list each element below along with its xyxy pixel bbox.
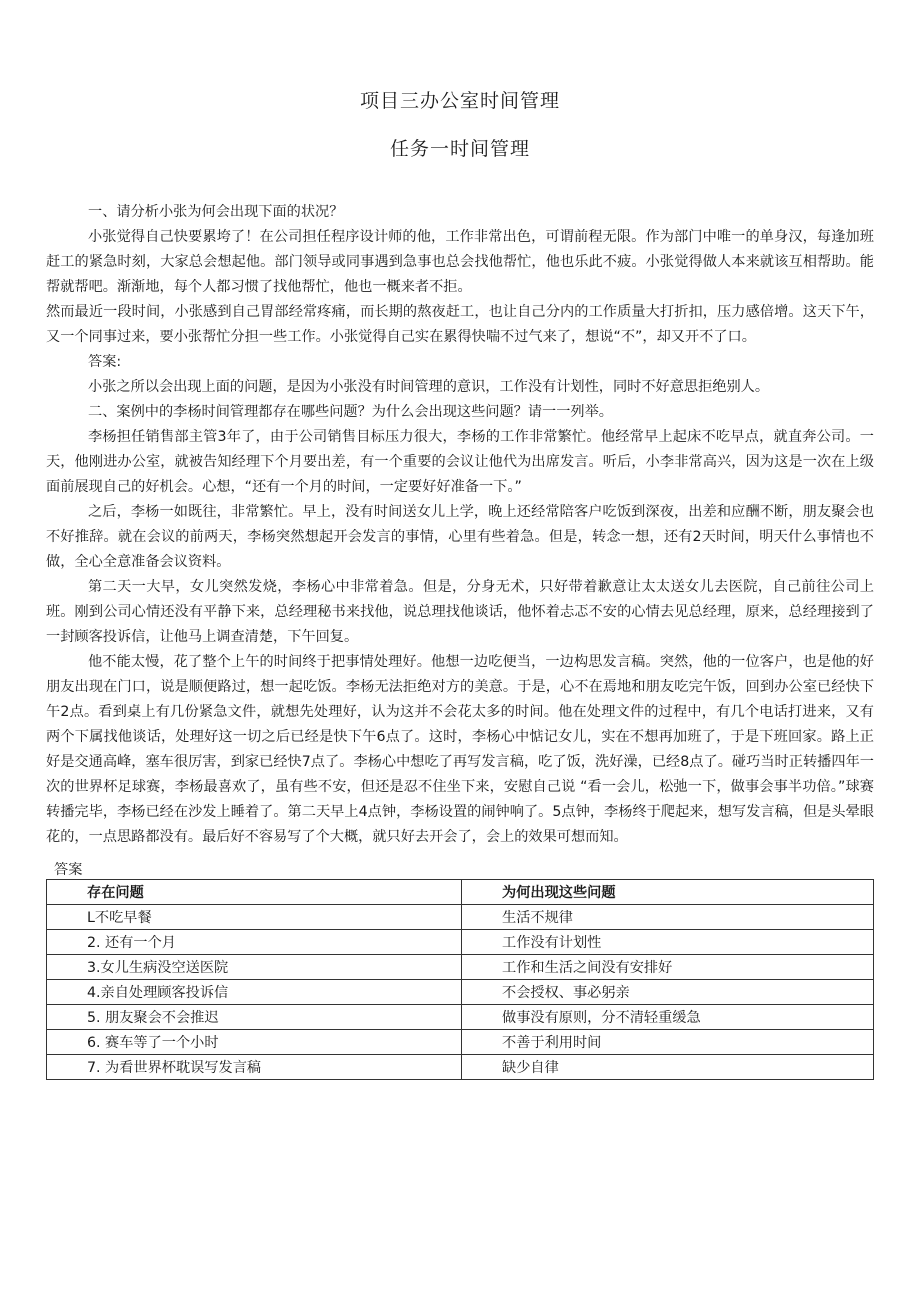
problem-cell: L不吃早餐	[47, 905, 462, 930]
problem-cell: 4.亲自处理顾客投诉信	[47, 980, 462, 1005]
table-row	[47, 1005, 874, 1030]
table-row	[47, 1030, 874, 1055]
case-2-paragraph-2: 之后，李杨一如既往，非常繁忙。早上，没有时间送女儿上学，晚上还经常陪客户吃饭到深夜，出差和应酬不断，朋友聚会也不好推辞。就在会议的前两天，李杨突然想起开会发言的事情，心里有些着急。但是，转念一想，还有2天时间，明天什么事情也不做，全心全意准备会议资料。	[46, 504, 874, 570]
table-row	[47, 955, 874, 980]
problem-cell: 7. 为看世界杯耽误写发言稿	[47, 1055, 462, 1080]
problem-cell: 6. 赛车等了一个小时	[47, 1030, 462, 1055]
document-title: 项目三办公室时间管理	[359, 90, 560, 112]
column-header-reason: 为何出现这些问题	[462, 880, 874, 905]
problem-cell: 5. 朋友聚会不会推迟	[47, 1005, 462, 1030]
problem-cell: 3.女儿生病没空送医院	[47, 955, 462, 980]
column-header-problem: 存在问题	[47, 880, 462, 905]
answer-table	[46, 879, 874, 1080]
reason-cell: 工作和生活之间没有安排好	[462, 955, 874, 980]
reason-cell: 生活不规律	[462, 905, 874, 930]
table-header-row	[47, 880, 874, 905]
document-subtitle: 任务一时间管理	[389, 138, 530, 160]
table-row	[47, 980, 874, 1005]
case-2-paragraph-1: 李杨担任销售部主管3年了，由于公司销售目标压力很大，李杨的工作非常繁忙。他经常早上起床不吃早点，就直奔公司。一天，他刚进办公室，就被告知经理下个月要出差，有一个重要的会议让他代为出席发言。听后，小李非常高兴，因为这是一次在上级面前展现自己的好机会。心想，“还有一个月的时间，一定要好好准备一下。”	[46, 429, 874, 495]
document-body	[46, 200, 874, 850]
reason-cell: 缺少自律	[462, 1055, 874, 1080]
reason-cell: 不善于利用时间	[462, 1030, 874, 1055]
reason-cell: 不会授权、事必躬亲	[462, 980, 874, 1005]
case-1-paragraph-1: 小张觉得自己快要累垮了！在公司担任程序设计师的他，工作非常出色，可谓前程无限。作为部门中唯一的单身汉，每逢加班赶工的紧急时刻，大家总会想起他。部门领导或同事遇到急事也总会找他帮忙，他也乐此不疲。小张觉得做人本来就该互相帮助。能帮就帮吧。渐渐地，每个人都习惯了找他帮忙，他也一概来者不拒。	[46, 229, 874, 295]
reason-cell: 做事没有原则，分不清轻重缓急	[462, 1005, 874, 1030]
table-row	[47, 930, 874, 955]
answer-2-label: 答案	[54, 862, 83, 878]
problem-cell: 2. 还有一个月	[47, 930, 462, 955]
answer-1-label: 答案:	[88, 354, 122, 370]
case-1-paragraph-2: 然而最近一段时间，小张感到自己胃部经常疼痛，而长期的熬夜赶工，也让自己分内的工作质量大打折扣，压力感倍增。这天下午，又一个同事过来，要小张帮忙分担一些工作。小张觉得自己实在累得快喘不过气来了，想说“不”，却又开不了口。	[46, 304, 874, 345]
table-row	[47, 1055, 874, 1080]
table-row	[47, 905, 874, 930]
case-2-paragraph-3: 第二天一大早，女儿突然发烧，李杨心中非常着急。但是，分身无术，只好带着歉意让太太送女儿去医院，自己前往公司上班。刚到公司心情还没有平静下来，总经理秘书来找他，说总理找他谈话，他怀着忐忑不安的心情去见总经理，原来，总经理接到了一封顾客投诉信，让他马上调查清楚，下午回复。	[46, 579, 874, 645]
question-1: 一、请分析小张为何会出现下面的状况？	[88, 204, 344, 220]
case-2-paragraph-4: 他不能太慢，花了整个上午的时间终于把事情处理好。他想一边吃便当，一边构思发言稿。突然，他的一位客户，也是他的好朋友出现在门口，说是顺便路过，想一起吃饭。李杨无法拒绝对方的美意。于是，心不在焉地和朋友吃完午饭，回到办公室已经快下午2点。看到桌上有几份紧急文件，就想先处理好，认为这并不会花太多的时间。他在处理文件的过程中，有几个电话打进来，又有两个下属找他谈话，处理好这一切之后已经是快下午6点了。这时，李杨心中惦记女儿，实在不想再加班了，于是下班回家。路上正好是交通高峰，塞车很厉害，到家已经快7点了。李杨心中想吃了再写发言稿，吃了饭，洗好澡，已经8点了。碰巧当时正转播四年一次的世界杯足球赛，李杨最喜欢了，虽有些不安，但还是忍不住坐下来，安慰自己说 “看一会儿，松弛一下，做事会事半功倍。”球赛转播完毕，李杨已经在沙发上睡着了。第二天早上4点钟，李杨设置的闹钟响了。5点钟，李杨终于爬起来，想写发言稿，但是头晕眼花的，一点思路都没有。最后好不容易写了个大概，就只好去开会了，会上的效果可想而知。	[46, 654, 874, 845]
answer-1-text: 小张之所以会出现上面的问题，是因为小张没有时间管理的意识，工作没有计划性，同时不好意思拒绝别人。	[88, 379, 770, 395]
question-2: 二、案例中的李杨时间管理都存在哪些问题？为什么会出现这些问题？请一一列举。	[88, 404, 613, 420]
reason-cell: 工作没有计划性	[462, 930, 874, 955]
